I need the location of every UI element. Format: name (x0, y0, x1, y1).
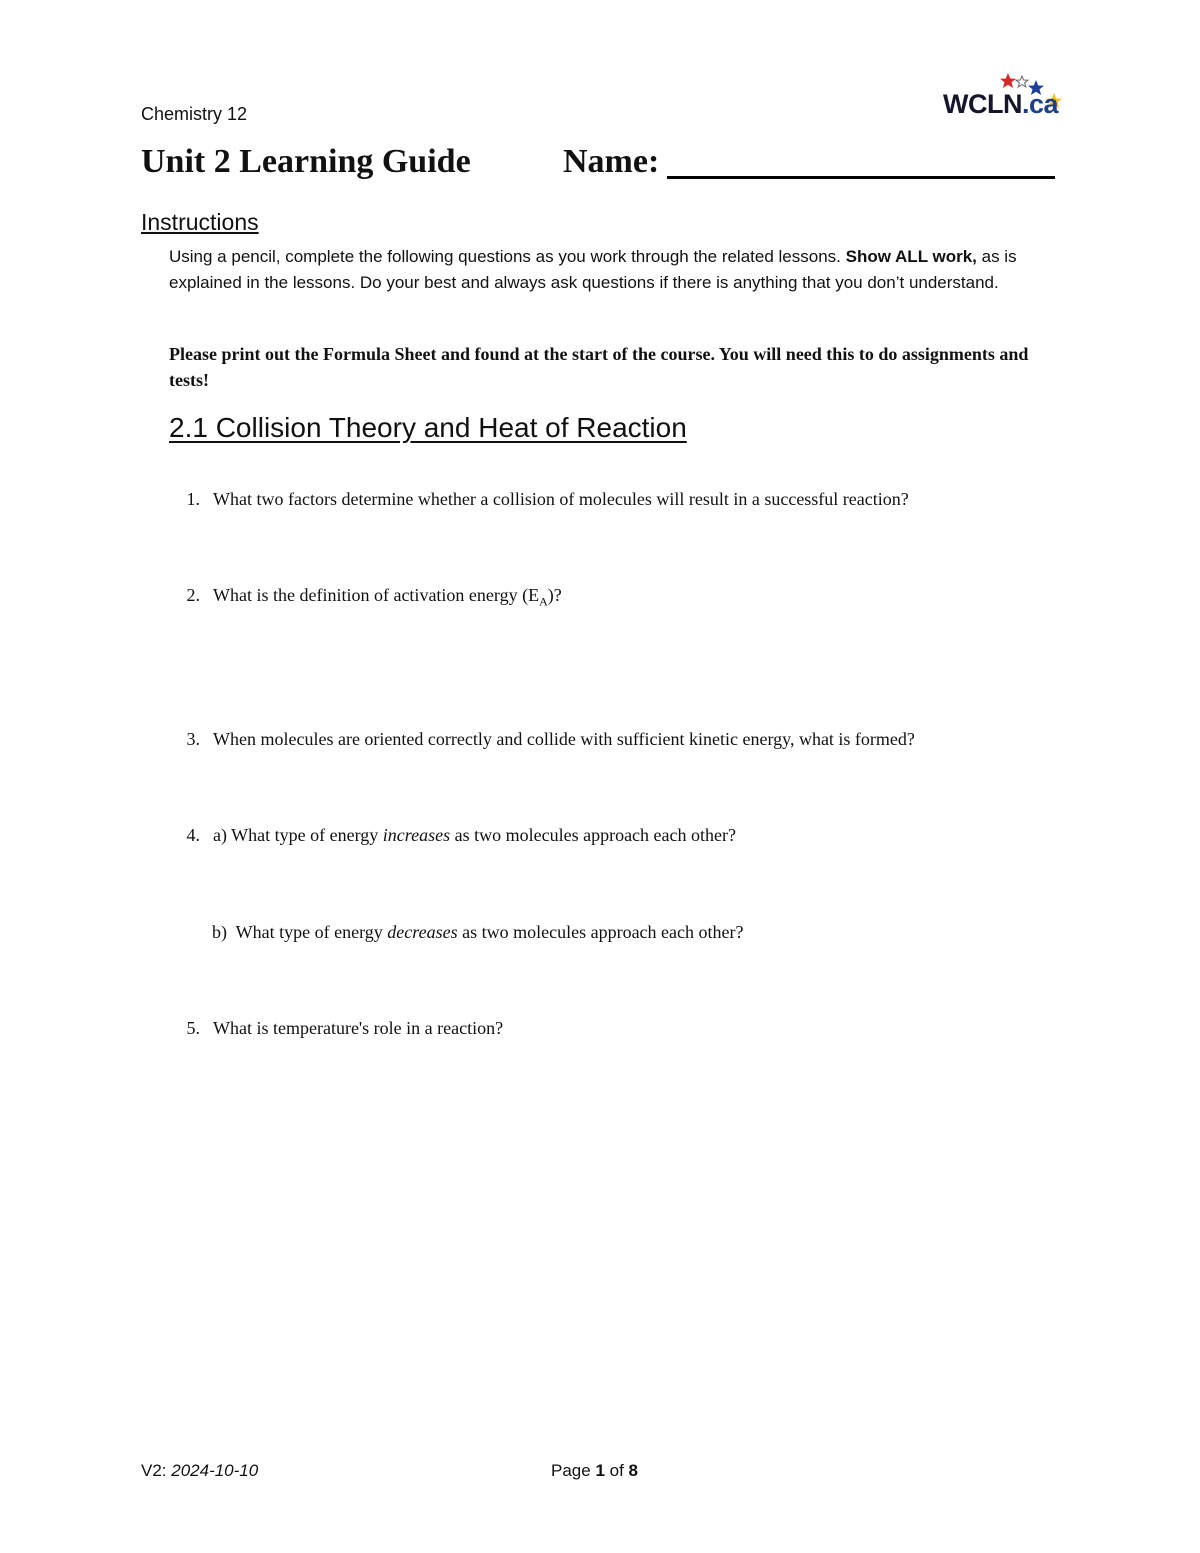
logo-tld-text: .ca (1021, 89, 1059, 119)
name-underline-field[interactable] (667, 176, 1055, 179)
instructions-heading: Instructions (141, 209, 259, 235)
wcln-logo (940, 70, 1065, 122)
instructions-text-2: as is explained in the lessons. Do your best and always ask questions if there is anything that you don’t understand. (169, 247, 1017, 292)
question-text: What two factors determine whether a collision of molecules will result in a successful reaction? (213, 489, 909, 509)
subscript-a: A (539, 594, 548, 609)
question-4b: b) What type of energy decreases as two molecules approach each other? (212, 922, 744, 942)
name-label: Name: (563, 143, 660, 180)
instructions-bold-text: Show ALL work, (845, 247, 977, 266)
question-text: What is temperature's role in a reaction? (213, 1018, 504, 1038)
question-number: 2. (186, 585, 200, 605)
course-name: Chemistry 12 (141, 104, 248, 124)
emphasis-decreases: decreases (387, 922, 458, 942)
question-number: 1. (186, 489, 200, 509)
subquestion-label: b) (212, 922, 227, 942)
footer-version: V2: 2024-10-10 (141, 1461, 259, 1480)
question-text: What is the definition of activation energy $(E_A)$? (213, 585, 562, 609)
page-title: Unit 2 Learning Guide (141, 143, 471, 180)
logo-main-text: WCLN (943, 89, 1022, 119)
question-number: 3. (186, 729, 200, 749)
page-total: 8 (628, 1461, 638, 1480)
emphasis-increases: increases (382, 825, 451, 845)
question-text: a) What type of energy increases as two molecules approach each other? (213, 825, 736, 845)
question-number: 4. (186, 825, 200, 845)
version-date: 2024-10-10 (171, 1461, 259, 1480)
footer-page-number: Page 1 of 8 (551, 1461, 638, 1480)
section-heading: 2.1 Collision Theory and Heat of Reaction (169, 412, 687, 443)
instructions-text-1: Using a pencil, complete the following questions as you work through the related lessons. (169, 247, 846, 266)
page-number: 1 (595, 1461, 605, 1480)
instructions-body (169, 244, 1069, 296)
question-number: 5. (186, 1018, 200, 1038)
formula-sheet-note: Please print out the Formula Sheet and found at the start of the course. You will need this to do assignments and tests! (169, 344, 1029, 390)
question-text: When molecules are oriented correctly and collide with sufficient kinetic energy, what is formed? (213, 729, 915, 749)
